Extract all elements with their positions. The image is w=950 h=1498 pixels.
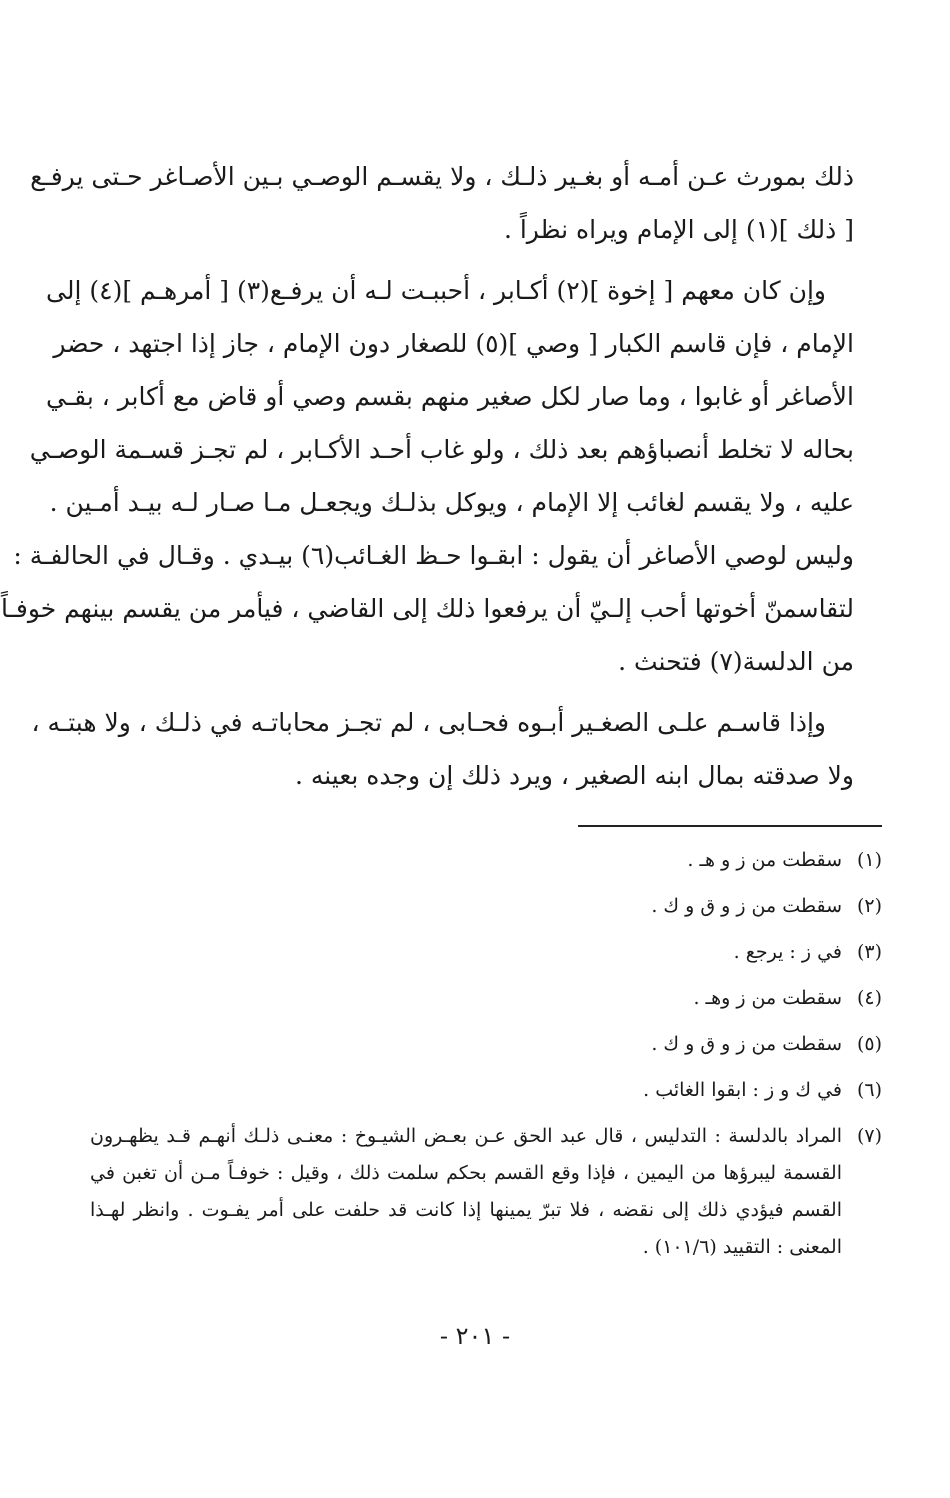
footnote-line: القسم فيؤدي ذلك إلى نقضه ، فلا تبرّ يمينها إذا كانت قد حلفت على أمر يفـوت . وانظر لهـذا	[90, 1199, 842, 1221]
text-line: بحاله لا تخلط أنصباؤهم بعد ذلك ، ولو غاب أحـد الأكـابر ، لم تجـز قسـمة الوصـي	[29, 435, 854, 464]
main-text	[0, 150, 854, 802]
footnote-number: (٥)	[856, 1033, 882, 1055]
footnote-text: سقطت من ز و ق و ك .	[651, 895, 842, 917]
footnote-item	[90, 934, 882, 980]
footnote-line: المعنى : التقييد (١٠١/٦) .	[642, 1236, 842, 1258]
text-line: وإن كان معهم [ إخوة ](٢) أكـابر ، أحببـت لـه أن يرفـع(٣) [ أمرهـم ](٤) إلى	[46, 276, 826, 305]
text-line: ذلك بمورث عـن أمـه أو بغـير ذلـك ، ولا يقسـم الوصـي بـين الأصـاغر حـتى يرفـع	[30, 162, 854, 191]
text-line: عليه ، ولا يقسم لغائب إلا الإمام ، ويوكل بذلـك ويجعـل مـا صـار لـه بيـد أمـين .	[49, 488, 854, 517]
paragraph-3	[31, 696, 854, 802]
footnote-item	[90, 980, 882, 1026]
footnote-item	[90, 1072, 882, 1118]
paragraph-2	[0, 264, 854, 688]
footnote-item	[90, 888, 882, 934]
footnote-number: (١)	[856, 849, 882, 871]
footnote-number: (٦)	[856, 1079, 882, 1101]
footnote-number: (٤)	[856, 987, 882, 1009]
paragraph-1	[30, 150, 854, 256]
page-number: - ٢٠١ -	[439, 1322, 511, 1350]
footnote-item	[90, 1026, 882, 1072]
footnote-number: (٣)	[856, 941, 882, 963]
text-line: وإذا قاسـم علـى الصغـير أبـوه فحـابى ، لم تجـز محاباتـه في ذلـك ، ولا هبتـه ،	[31, 708, 826, 737]
text-line: من الدلسة(٧) فتحنث .	[618, 647, 854, 676]
footnote-text: سقطت من ز و هـ .	[687, 849, 842, 871]
footnote-line: القسمة ليبرؤها من اليمين ، فإذا وقع القسم بحكم سلمت ذلك ، وقيل : خوفـاً مـن أن تغبن في	[90, 1162, 842, 1184]
text-line: ولا صدقته بمال ابنه الصغير ، ويرد ذلك إن وجده بعينه .	[294, 761, 854, 790]
footnote-text: في ز : يرجع .	[733, 941, 842, 963]
text-line: [ ذلك ](١) إلى الإمام ويراه نظراً .	[503, 215, 854, 244]
text-line: وليس لوصي الأصاغر أن يقول : ابقـوا حـظ الغـائب(٦) بيـدي . وقـال في الحالفـة :	[13, 541, 854, 570]
text-line: لتقاسمنّ أخوتها أحب إلـيّ أن يرفعوا ذلك إلى القاضي ، فيأمر من يقسم بينهم خوفـاً	[0, 594, 854, 623]
footnote-number: (٢)	[856, 895, 882, 917]
footnote-line: المراد بالدلسة : التدليس ، قال عبد الحق عـن بعـض الشيـوخ : معنـى ذلـك أنهـم قـد يظهـرون	[90, 1125, 842, 1147]
footnote-number: (٧)	[856, 1125, 882, 1147]
footnotes	[90, 842, 882, 1266]
footnote-text: سقطت من ز وهـ .	[693, 987, 842, 1009]
text-line: الإمام ، فإن قاسم الكبار [ وصي ](٥) للصغار دون الإمام ، جاز إذا اجتهد ، حضر	[53, 329, 854, 358]
footnote-text	[90, 1118, 842, 1266]
text-line: الأصاغر أو غابوا ، وما صار لكل صغير منهم بقسم وصي أو قاض مع أكابر ، بقـي	[46, 382, 854, 411]
footnote-item	[90, 842, 882, 888]
footnote-item	[90, 1118, 882, 1266]
footnote-text: في ك و ز : ابقوا الغائب .	[643, 1079, 842, 1101]
footnote-text: سقطت من ز و ق و ك .	[651, 1033, 842, 1055]
footnote-divider	[578, 825, 882, 827]
